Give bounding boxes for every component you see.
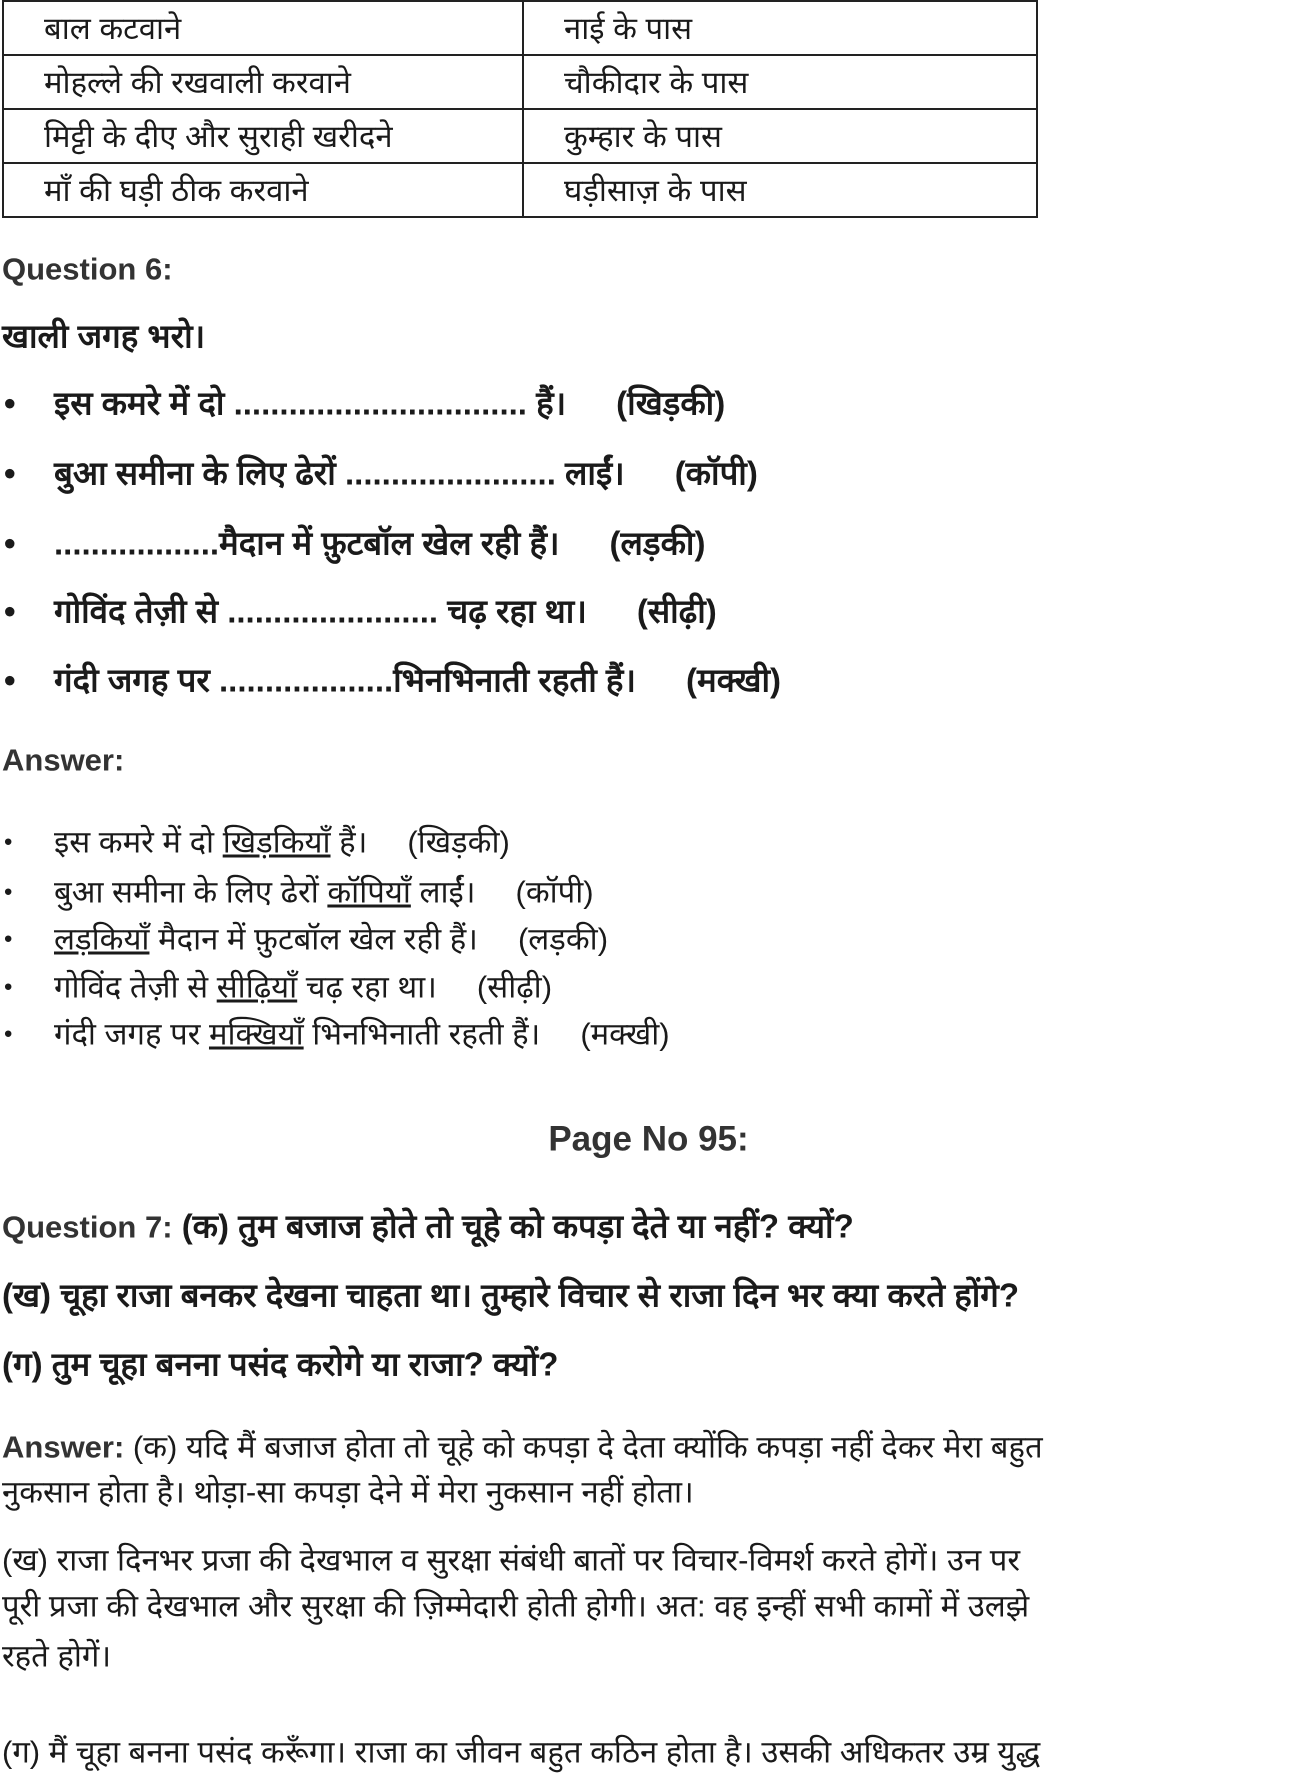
answer-7-line-6: (ग) मैं चूहा बनना पसंद करूँगा। राजा का जीवन बहुत कठिन होता है। उसकी अधिकतर उम्र युद्ध bbox=[2, 1734, 1041, 1770]
item-hint: (कॉपी) bbox=[674, 454, 758, 492]
answer-7-line-1 bbox=[2, 1429, 1043, 1465]
fill-blank-item bbox=[0, 454, 1297, 492]
answer-7-line-5: रहते होगें। bbox=[2, 1638, 112, 1674]
item-hint: (सीढ़ी) bbox=[636, 592, 717, 630]
answer-post: हैं। bbox=[330, 824, 368, 860]
fill-blank-item bbox=[0, 661, 1297, 699]
table-row bbox=[3, 163, 1037, 217]
task-cell: बाल कटवाने bbox=[3, 1, 523, 55]
task-cell: माँ की घड़ी ठीक करवाने bbox=[3, 163, 523, 217]
answer-pre: गोविंद तेज़ी से bbox=[54, 969, 217, 1005]
answer-fill: खिड़कियाँ bbox=[222, 824, 331, 860]
answer-fill: मक्खियाँ bbox=[208, 1016, 304, 1052]
item-text: बुआ समीना के लिए ढेरों ....................... लाईं। bbox=[54, 454, 625, 492]
answer-pre: बुआ समीना के लिए ढेरों bbox=[54, 874, 328, 910]
answer-item bbox=[0, 874, 1297, 910]
task-cell: मिट्टी के दीए और सुराही खरीदने bbox=[3, 109, 523, 163]
answer-post: मैदान में फ़ुटबॉल खेल रही हैं। bbox=[149, 921, 478, 957]
bullet-icon: • bbox=[4, 973, 13, 1001]
item-text: इस कमरे में दो ................................ हैं। bbox=[54, 384, 567, 422]
answer-hint: (मक्खी) bbox=[580, 1016, 670, 1052]
question-6-instruction: खाली जगह भरो। bbox=[2, 317, 206, 355]
item-hint: (खिड़की) bbox=[616, 384, 726, 422]
answer-post: चढ़ रहा था। bbox=[297, 969, 437, 1005]
question-7-part-ka: (क) तुम बजाज होते तो चूहे को कपड़ा देते या नहीं? क्यों? bbox=[181, 1207, 854, 1245]
question-7-part-kha: (ख) चूहा राजा बनकर देखना चाहता था। तुम्हारे विचार से राजा दिन भर क्या करते होंगे? bbox=[2, 1276, 1020, 1314]
page-number-heading: Page No 95: bbox=[548, 1119, 749, 1159]
answer-item bbox=[0, 1016, 1297, 1052]
answer-7-line-4: पूरी प्रजा की देखभाल और सुरक्षा की ज़िम्मेदारी होती होगी। अत: वह इन्हीं सभी कामों में उलझे bbox=[2, 1588, 1030, 1624]
question-6-heading: Question 6: bbox=[2, 251, 173, 287]
item-text: ..................मैदान में फ़ुटबॉल खेल रही हैं। bbox=[54, 524, 560, 562]
bullet-icon: • bbox=[4, 384, 16, 422]
answer-hint: (खिड़की) bbox=[407, 824, 510, 860]
fill-blank-item bbox=[0, 524, 1297, 562]
answer-pre: गंदी जगह पर bbox=[54, 1016, 209, 1052]
question-7-heading: Question 7: bbox=[2, 1209, 173, 1245]
answer-post: भिनभिनाती रहती हैं। bbox=[303, 1016, 541, 1052]
fill-blank-item bbox=[0, 384, 1297, 422]
item-text: गंदी जगह पर ...................भिनभिनाती रहती हैं। bbox=[54, 661, 636, 699]
question-7-line-1 bbox=[2, 1207, 854, 1245]
bullet-icon: • bbox=[4, 828, 13, 856]
provider-cell: नाई के पास bbox=[523, 1, 1037, 55]
answer-hint: (लड़की) bbox=[517, 921, 609, 957]
item-hint: (मक्खी) bbox=[685, 661, 782, 699]
answer-text: (क) यदि मैं बजाज होता तो चूहे को कपड़ा दे देता क्योंकि कपड़ा नहीं देकर मेरा बहुत bbox=[124, 1429, 1043, 1465]
bullet-icon: • bbox=[4, 1020, 13, 1048]
answer-item bbox=[0, 969, 1297, 1005]
provider-cell: घड़ीसाज़ के पास bbox=[523, 163, 1037, 217]
answer-item bbox=[0, 824, 1297, 860]
answer-hint: (कॉपी) bbox=[515, 874, 594, 910]
task-cell: मोहल्ले की रखवाली करवाने bbox=[3, 55, 523, 109]
answer-item bbox=[0, 921, 1297, 957]
answer-7-line-2: नुकसान होता है। थोड़ा-सा कपड़ा देने में मेरा नुकसान नहीं होता। bbox=[2, 1474, 694, 1510]
item-text: गोविंद तेज़ी से ....................... चढ़ रहा था। bbox=[54, 592, 587, 630]
bullet-icon: • bbox=[4, 592, 16, 630]
bullet-icon: • bbox=[4, 878, 13, 906]
answer-fill: कॉपियाँ bbox=[327, 874, 411, 910]
answer-fill: सीढ़ियाँ bbox=[216, 969, 298, 1005]
provider-cell: कुम्हार के पास bbox=[523, 109, 1037, 163]
table-row bbox=[3, 55, 1037, 109]
answer-fill: लड़कियाँ bbox=[54, 921, 150, 957]
table-row bbox=[3, 109, 1037, 163]
answer-hint: (सीढ़ी) bbox=[476, 969, 553, 1005]
question-7-part-ga: (ग) तुम चूहा बनना पसंद करोगे या राजा? क्यों? bbox=[2, 1345, 559, 1383]
table-row bbox=[3, 1, 1037, 55]
bullet-icon: • bbox=[4, 661, 16, 699]
question-6-answer-label: Answer: bbox=[2, 742, 125, 778]
question-7-answer-label: Answer: bbox=[2, 1429, 125, 1465]
answer-7-line-3: (ख) राजा दिनभर प्रजा की देखभाल व सुरक्षा संबंधी बातों पर विचार-विमर्श करते होगें। उन पर bbox=[2, 1542, 1021, 1578]
answer-post: लाईं। bbox=[410, 874, 476, 910]
answer-pre: इस कमरे में दो bbox=[54, 824, 223, 860]
item-hint: (लड़की) bbox=[609, 524, 706, 562]
fill-blank-item bbox=[0, 592, 1297, 630]
services-table bbox=[2, 0, 1038, 218]
bullet-icon: • bbox=[4, 454, 16, 492]
bullet-icon: • bbox=[4, 925, 13, 953]
provider-cell: चौकीदार के पास bbox=[523, 55, 1037, 109]
bullet-icon: • bbox=[4, 524, 16, 562]
